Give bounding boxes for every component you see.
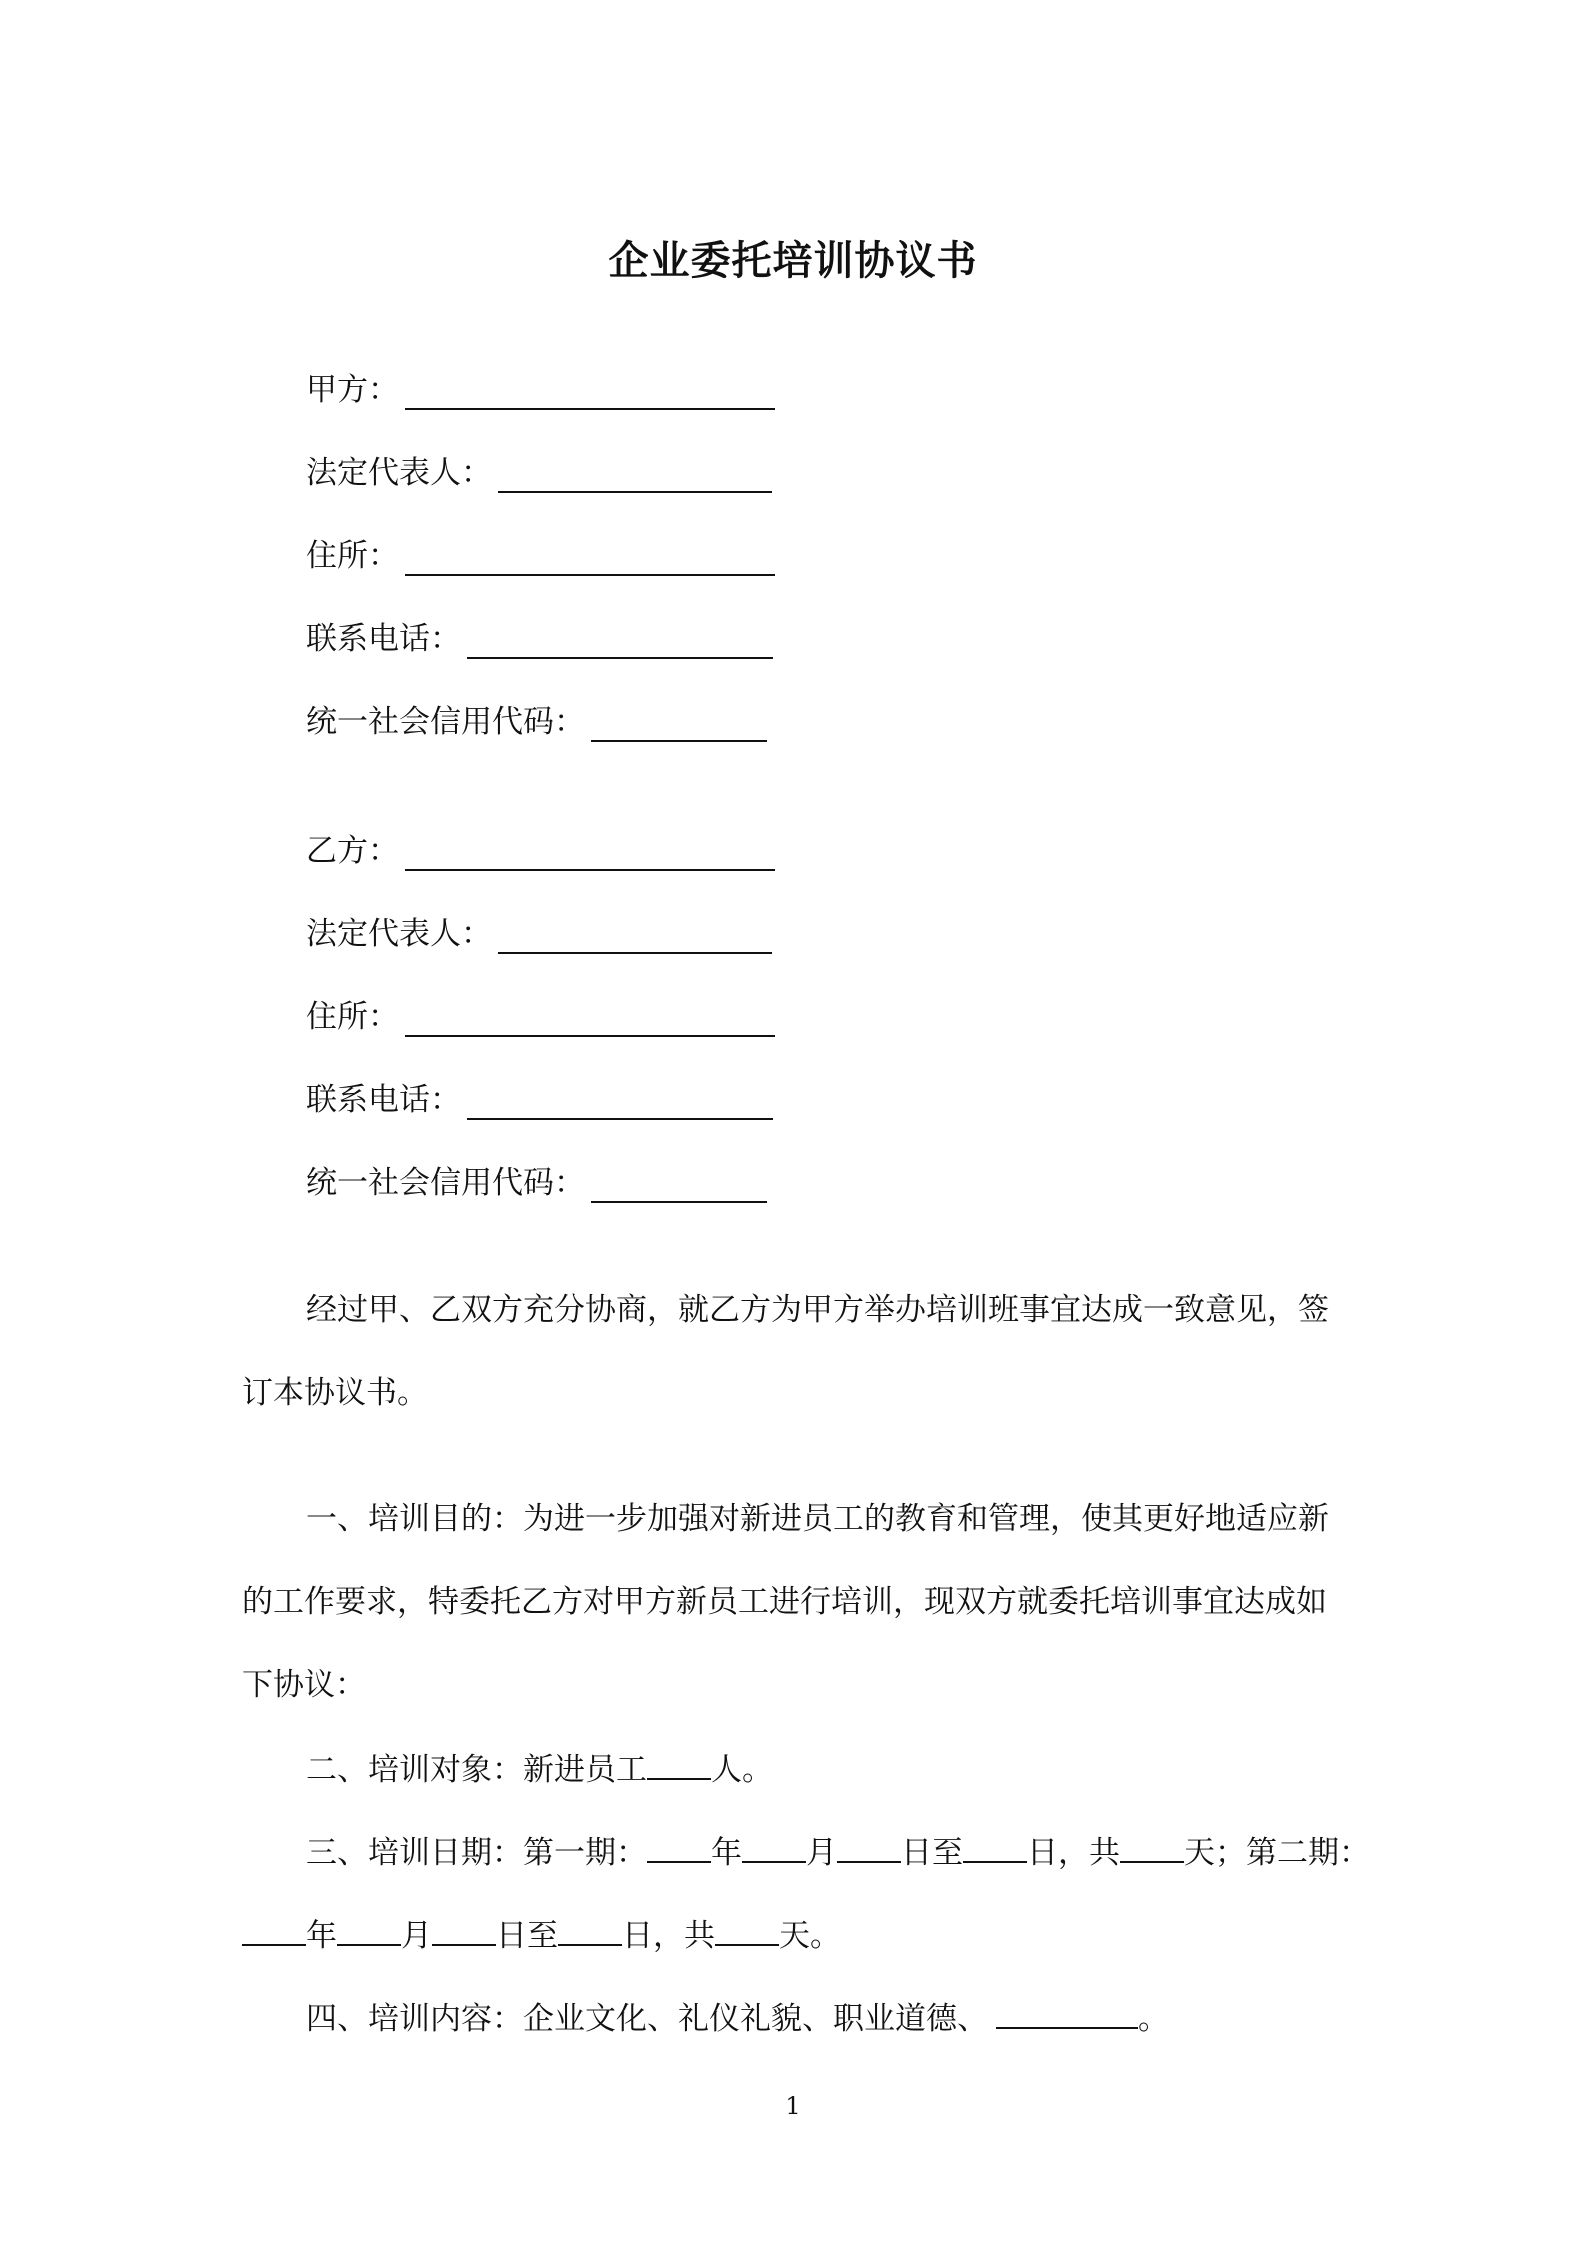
training-content-blank[interactable] — [996, 1997, 1138, 2029]
clause-3-line-1 — [306, 1831, 1420, 1873]
day-total-label: 日，共 — [622, 1918, 715, 1954]
year-label: 年 — [306, 1918, 337, 1954]
clause-4-text: 四、培训内容：企业文化、礼仪礼貌、职业道德、 — [306, 2001, 988, 2037]
period-2-end-day-blank[interactable] — [558, 1914, 622, 1946]
month-label: 月 — [806, 1835, 837, 1871]
clause-3-label: 三、培训日期：第一期： — [306, 1835, 647, 1871]
party-b-phone-blank[interactable] — [467, 1118, 773, 1120]
party-a-phone-label: 联系电话： — [306, 621, 461, 657]
party-a-address-blank[interactable] — [405, 574, 775, 576]
intro-line-2: 订本协议书。 — [242, 1375, 428, 1411]
period-2-days-blank[interactable] — [715, 1914, 779, 1946]
clause-1-line-2: 的工作要求，特委托乙方对甲方新员工进行培训，现双方就委托培训事宜达成如 — [242, 1584, 1327, 1620]
party-b-address-blank[interactable] — [405, 1035, 775, 1037]
party-a-credit-code-field — [306, 698, 767, 742]
party-b-legal-rep-blank[interactable] — [498, 952, 772, 954]
year-label: 年 — [711, 1835, 742, 1871]
period-2-start-month-blank[interactable] — [337, 1914, 401, 1946]
clause-3-line-2 — [242, 1914, 1356, 1956]
party-a-legal-rep-label: 法定代表人： — [306, 455, 492, 491]
party-b-credit-code-blank[interactable] — [591, 1201, 767, 1203]
party-b-phone-field — [306, 1076, 773, 1120]
party-a-field — [306, 366, 775, 410]
party-a-address-field — [306, 532, 775, 576]
clause-4-end: 。 — [1138, 2001, 1169, 2037]
party-b-field — [306, 827, 775, 871]
clause-2 — [306, 1748, 1420, 1790]
day-to-label: 日至 — [901, 1835, 963, 1871]
clause-4 — [306, 1997, 1420, 2039]
party-b-legal-rep-field — [306, 910, 772, 954]
party-a-address-label: 住所： — [306, 538, 399, 574]
day-total-label: 日，共 — [1027, 1835, 1120, 1871]
period-1-days-blank[interactable] — [1120, 1831, 1184, 1863]
day-to-label: 日至 — [496, 1918, 558, 1954]
page-number: 1 — [785, 2092, 801, 2120]
party-b-label: 乙方： — [306, 833, 399, 869]
party-b-address-field — [306, 993, 775, 1037]
month-label: 月 — [401, 1918, 432, 1954]
period-1-start-day-blank[interactable] — [837, 1831, 901, 1863]
party-a-legal-rep-blank[interactable] — [498, 491, 772, 493]
party-b-credit-code-label: 统一社会信用代码： — [306, 1165, 585, 1201]
party-b-legal-rep-label: 法定代表人： — [306, 916, 492, 952]
party-a-blank[interactable] — [405, 408, 775, 410]
party-a-credit-code-label: 统一社会信用代码： — [306, 704, 585, 740]
party-a-phone-blank[interactable] — [467, 657, 773, 659]
party-a-credit-code-blank[interactable] — [591, 740, 767, 742]
party-b-phone-label: 联系电话： — [306, 1082, 461, 1118]
clause-1-line-3: 下协议： — [242, 1667, 366, 1703]
party-b-address-label: 住所： — [306, 999, 399, 1035]
clause-1-line-1: 一、培训目的：为进一步加强对新进员工的教育和管理，使其更好地适应新 — [306, 1501, 1329, 1537]
document-title: 企业委托培训协议书 — [608, 238, 978, 284]
days-end-label: 天。 — [779, 1918, 841, 1954]
party-a-label: 甲方： — [306, 372, 399, 408]
period-2-start-day-blank[interactable] — [432, 1914, 496, 1946]
intro-line-1: 经过甲、乙双方充分协商，就乙方为甲方举办培训班事宜达成一致意见，签 — [306, 1292, 1329, 1328]
period-2-start-year-blank[interactable] — [242, 1914, 306, 1946]
party-a-phone-field — [306, 615, 773, 659]
party-b-credit-code-field — [306, 1159, 767, 1203]
party-a-legal-rep-field — [306, 449, 772, 493]
days-second-label: 天；第二期： — [1184, 1835, 1370, 1871]
party-b-blank[interactable] — [405, 869, 775, 871]
period-1-end-day-blank[interactable] — [963, 1831, 1027, 1863]
clause-2-text: 二、培训对象：新进员工 — [306, 1752, 647, 1788]
clause-2-unit: 人。 — [711, 1752, 773, 1788]
period-1-start-month-blank[interactable] — [742, 1831, 806, 1863]
period-1-start-year-blank[interactable] — [647, 1831, 711, 1863]
trainee-count-blank[interactable] — [647, 1748, 711, 1780]
